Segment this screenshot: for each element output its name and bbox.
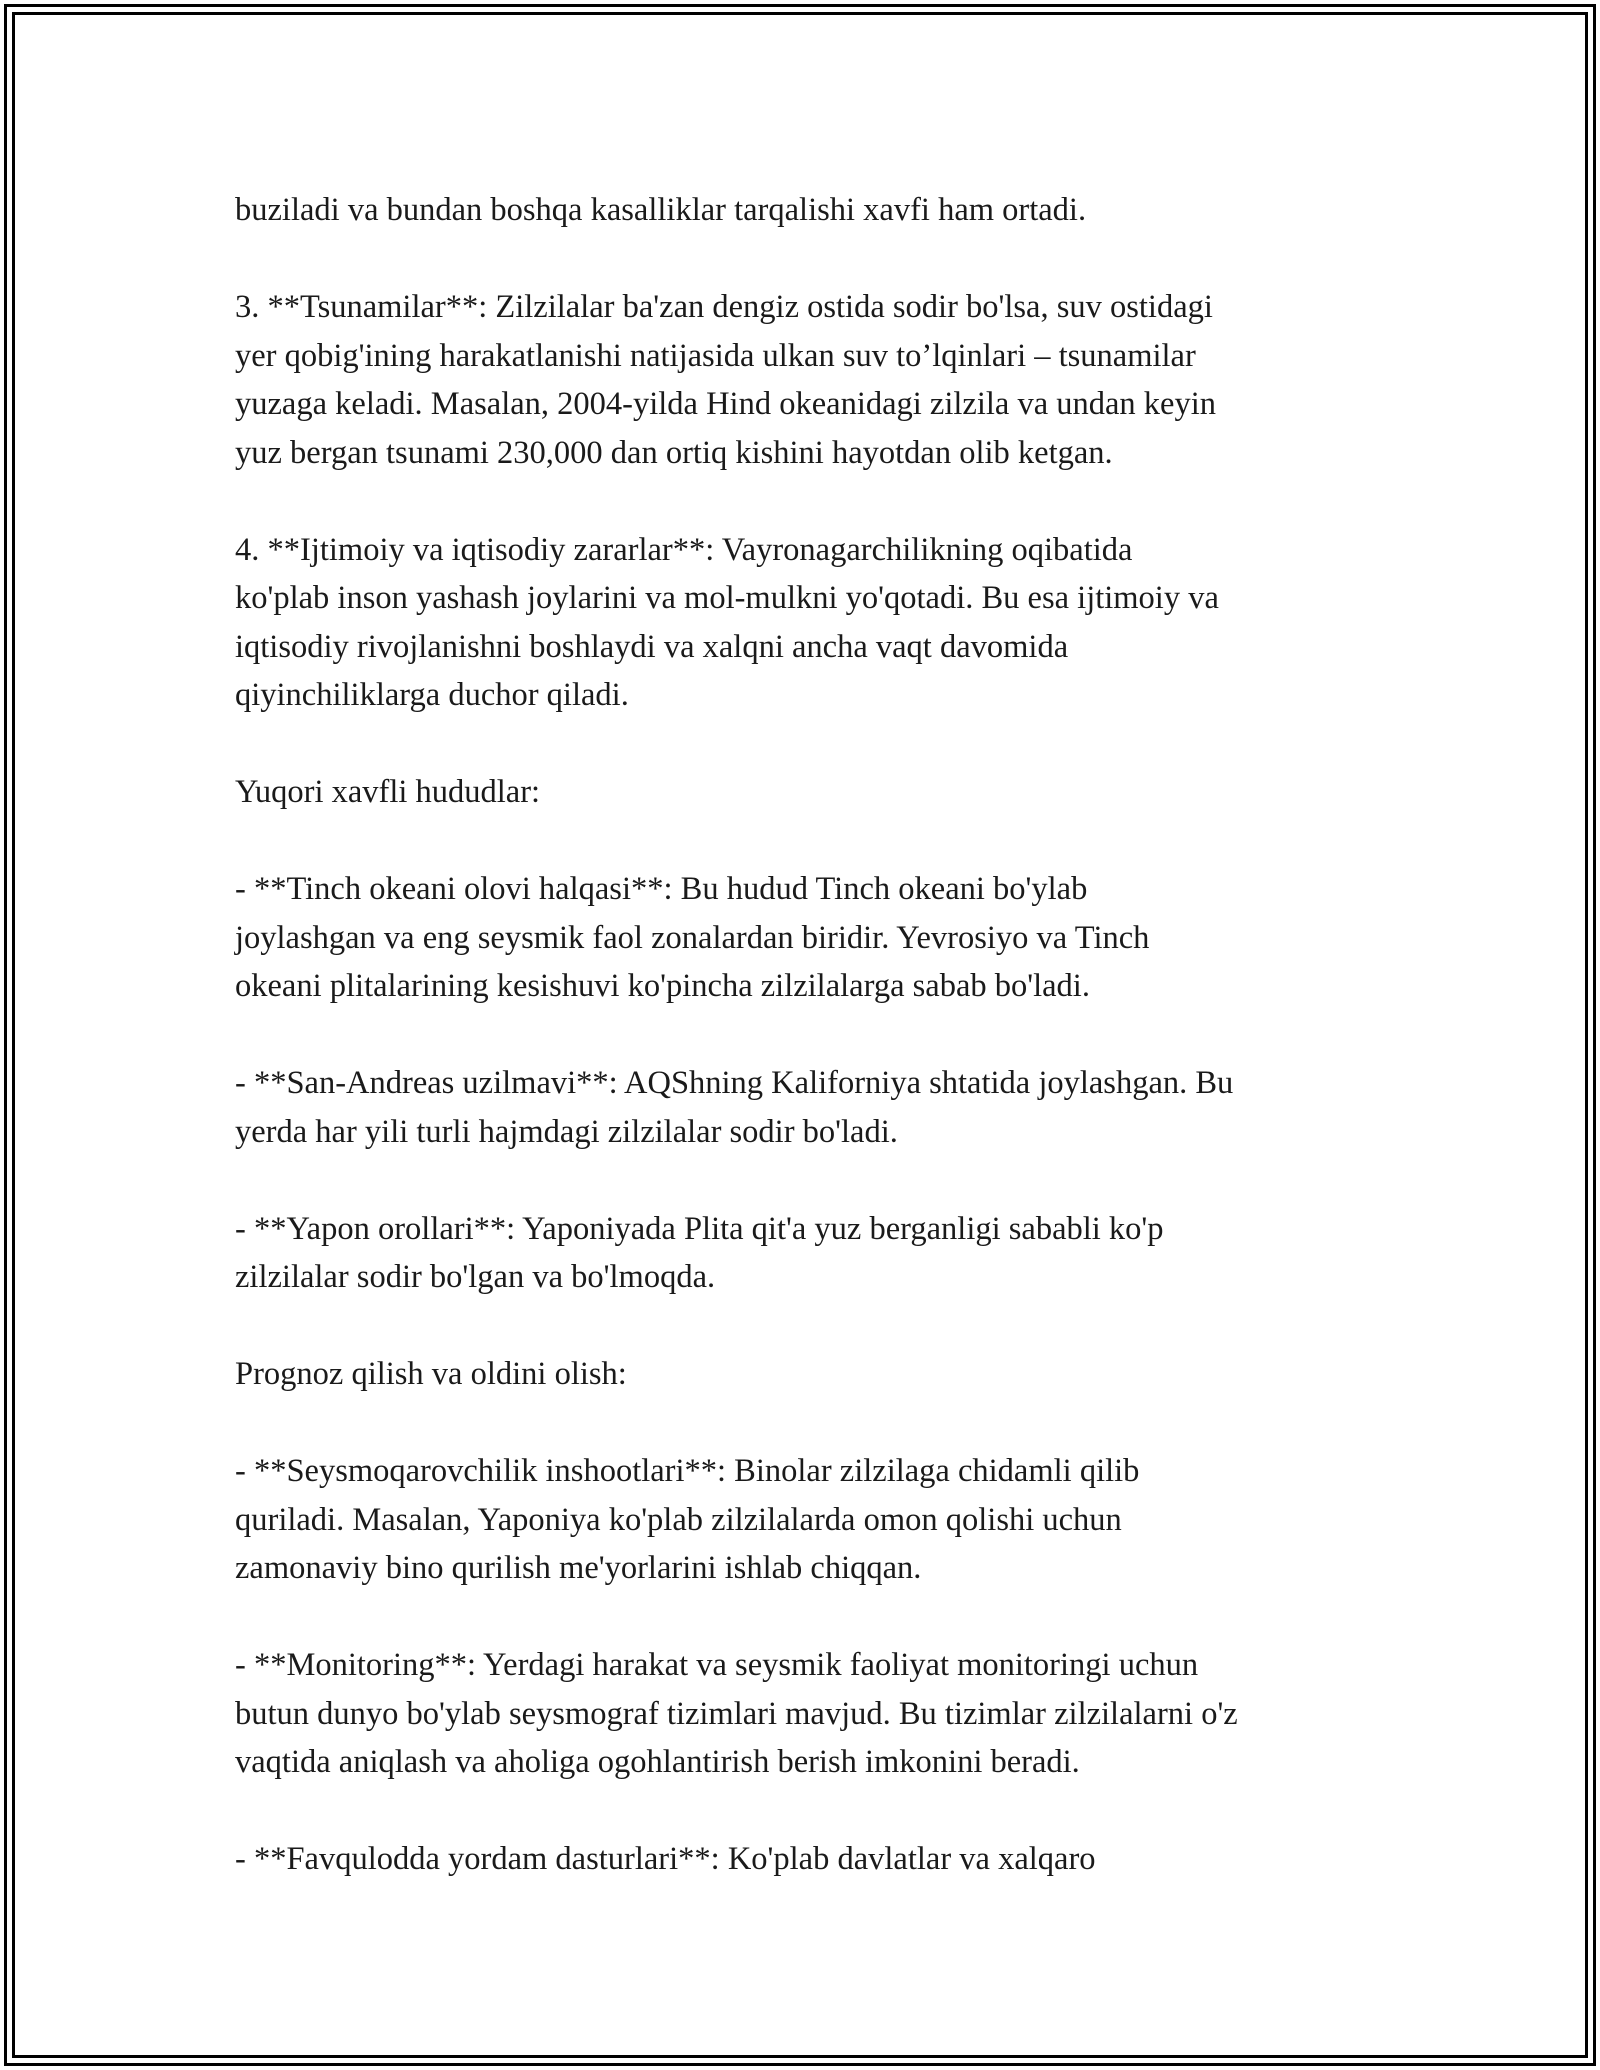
paragraph-ijtimoiy-zararlar: 4. **Ijtimoiy va iqtisodiy zararlar**: Vayronagarchilikning oqibatida ko'plab inson yashash joylarini va mol-mulkni yo'qotadi. Bu esa ijtimoiy va iqtisodiy rivojlanishni boshlaydi va xalqni ancha vaqt davomida qiyinchiliklarga duchor qiladi. xyxy=(235,531,1219,713)
list-item-tinch-okeani: - **Tinch okeani olovi halqasi**: Bu hudud Tinch okeani bo'ylab joylashgan va eng seysmik faol zonalardan biridir. Yevrosiyo va Tinch okeani plitalarining kesishuvi ko'pincha zilzilalarga sabab bo'ladi. xyxy=(235,871,1150,1004)
list-item-seysmoqarovchilik: - **Seysmoqarovchilik inshootlari**: Binolar zilzilaga chidamli qilib quriladi. Masalan, Yaponiya ko'plab zilzilalarda omon qolishi uchun zamonaviy bino qurilish me'yorlarini ishlab chiqqan. xyxy=(235,1453,1140,1586)
section-heading-prognoz: Prognoz qilish va oldini olish: xyxy=(235,1356,627,1392)
list-item-favqulodda-yordam: - **Favqulodda yordam dasturlari**: Ko'plab davlatlar va xalqaro xyxy=(235,1841,1096,1877)
section-heading-high-risk-areas: Yuqori xavfli hududlar: xyxy=(235,774,541,810)
list-item-san-andreas: - **San-Andreas uzilmavi**: AQShning Kaliforniya shtatida joylashgan. Bu yerda har yili turli hajmdagi zilzilalar sodir bo'ladi. xyxy=(235,1065,1234,1150)
document-body xyxy=(235,186,1385,1884)
paragraph-continuation: buziladi va bundan boshqa kasalliklar tarqalishi xavfi ham ortadi. xyxy=(235,192,1087,228)
paragraph-tsunamilar: 3. **Tsunamilar**: Zilzilalar ba'zan dengiz ostida sodir bo'lsa, suv ostidagi yer qobig'ining harakatlanishi natijasida ulkan suv to’lqinlari – tsunamilar yuzaga keladi. Masalan, 2004-yilda Hind okeanidagi zilzila va undan keyin yuz bergan tsunami 230,000 dan ortiq kishini hayotdan olib ketgan. xyxy=(235,289,1216,471)
list-item-monitoring: - **Monitoring**: Yerdagi harakat va seysmik faoliyat monitoringi uchun butun dunyo bo'ylab seysmograf tizimlari mavjud. Bu tizimlar zilzilalarni o'z vaqtida aniqlash va aholiga ogohlantirish berish imkonini beradi. xyxy=(235,1647,1238,1780)
list-item-yapon-orollari: - **Yapon orollari**: Yaponiyada Plita qit'a yuz berganligi sababli ko'p zilzilalar sodir bo'lgan va bo'lmoqda. xyxy=(235,1210,1164,1295)
